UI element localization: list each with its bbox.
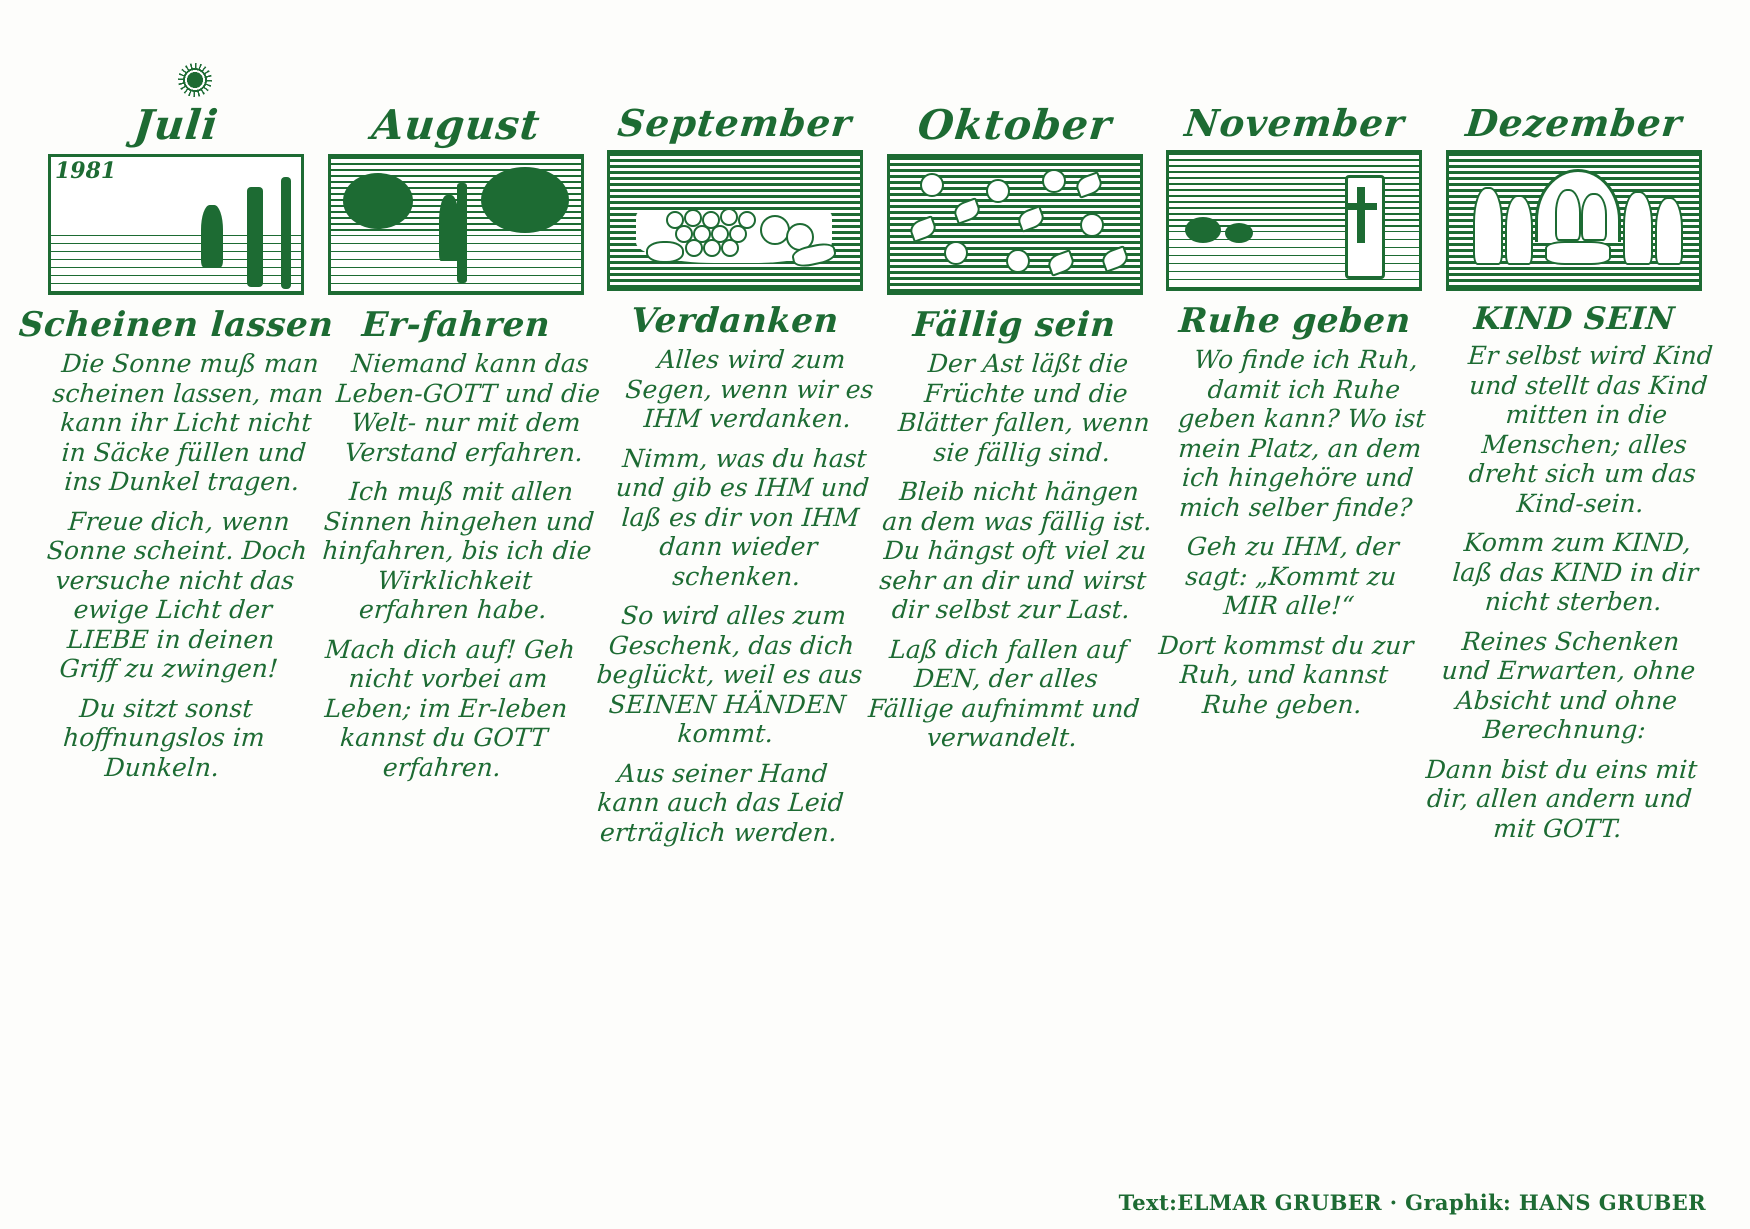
figure-person — [439, 195, 459, 261]
month-title-august: August — [369, 101, 543, 149]
verse-paragraph: Ich muß mit allen Sinnen hingehen und hinfahren, bis ich die Wirklichkeit erfahren habe. — [321, 477, 595, 624]
woodcut-juli — [48, 154, 304, 295]
verse-paragraph: Komm zum KIND, laß das KIND in dir nicht sterben. — [1451, 528, 1700, 616]
credit-line: Text:ELMAR GRUBER · Graphik: HANS GRUBER — [1118, 1190, 1706, 1215]
trunk-shape — [457, 183, 467, 283]
verse-paragraph: Dann bist du eins mit dir, allen andern und mit GOTT. — [1424, 754, 1699, 843]
apple — [944, 241, 968, 265]
apple — [1006, 249, 1030, 273]
verse-paragraph: Reines Schenken und Erwarten, ohne Absicht und ohne Berechnung: — [1440, 626, 1697, 744]
verse-paragraph: Wo finde ich Ruh, damit ich Ruhe geben kann? Wo ist mein Platz, an dem ich hingehöre und mich selber finde? — [1177, 345, 1427, 522]
vegetable — [646, 241, 684, 263]
verse-paragraph: Bleib nicht hängen an dem was fällig ist. Du hängst oft viel zu sehr an dir und wirst dir selbst zur Last. — [878, 477, 1153, 624]
figure-person — [1581, 193, 1607, 241]
verse-paragraph: Aus seiner Hand kann auch das Leid erträglich werden. — [596, 758, 845, 847]
month-title-oktober: Oktober — [915, 101, 1115, 149]
figure-person — [1473, 187, 1503, 265]
figure-person — [201, 205, 223, 267]
verse-paragraph: Niemand kann das Leben-GOTT und die Welt- nur mit dem Verstand erfahren. — [334, 349, 601, 467]
month-title-juli: Juli — [131, 101, 221, 149]
verse-paragraph: Nimm, was du hast und gib es IHM und laß es dir von IHM dann wieder schenken. — [615, 443, 871, 591]
woodcut-september — [607, 150, 863, 291]
verse-paragraph: Die Sonne muß man scheinen lassen, man kann ihr Licht nicht in Säcke füllen und ins Dunkel tragen. — [51, 349, 325, 496]
tree-shape — [343, 173, 413, 229]
verse-november — [1145, 345, 1443, 719]
figure-person — [1505, 195, 1533, 265]
verse-paragraph: Dort kommst du zur Ruh, und kannst Ruhe geben. — [1158, 630, 1415, 719]
month-title-wrap-juli — [131, 101, 221, 154]
woodcut-oktober — [887, 154, 1143, 295]
cross-vertical — [1357, 187, 1365, 243]
tree-shape — [481, 167, 569, 233]
verse-paragraph: Mach dich auf! Geh nicht vorbei am Leben; im Er-leben kannst du GOTT erfahren. — [323, 634, 576, 782]
apple — [920, 173, 944, 197]
post-shape — [247, 187, 263, 287]
sunflower-icon — [178, 63, 212, 97]
month-title-september: September — [616, 101, 855, 145]
headline-september: Verdanken — [629, 301, 841, 341]
verse-paragraph: Laß dich fallen auf DEN, der alles Fällige aufnimmt und verwandelt. — [867, 634, 1141, 752]
woodcut-dezember — [1446, 150, 1702, 291]
ground-hatching — [51, 235, 301, 292]
apple — [986, 179, 1010, 203]
verse-paragraph: Geh zu IHM, der sagt: „Kommt zu MIR alle!“ — [1184, 532, 1401, 620]
headline-august: Er-fahren — [360, 305, 552, 345]
month-column-september — [595, 101, 875, 847]
month-column-august — [320, 101, 601, 782]
headline-juli: Scheinen lassen — [17, 305, 335, 345]
shrine-shape — [1345, 175, 1385, 279]
stem-shape — [281, 177, 291, 289]
manger-shape — [1545, 241, 1611, 265]
apple — [1080, 213, 1104, 237]
figure-person — [1655, 197, 1683, 265]
month-columns — [17, 101, 1714, 847]
verse-paragraph: Der Ast läßt die Früchte und die Blätter fallen, wenn sie fällig sind. — [897, 349, 1151, 467]
verse-paragraph: Alles wird zum Segen, wenn wir es IHM verdanken. — [624, 345, 875, 433]
month-title-dezember: Dezember — [1463, 101, 1685, 145]
month-column-juli — [17, 101, 335, 782]
month-column-november — [1158, 101, 1430, 719]
verse-oktober — [865, 349, 1165, 753]
verse-paragraph: Er selbst wird Kind und stellt das Kind mitten in die Menschen; alles dreht sich um das Kind-sein. — [1467, 341, 1714, 518]
headline-dezember: KIND SEIN — [1472, 301, 1676, 337]
verse-dezember — [1420, 341, 1727, 843]
verse-paragraph: Du sitzt sonst hoffnungslos im Dunkeln. — [62, 693, 266, 782]
cross-horizontal — [1347, 203, 1377, 210]
verse-paragraph: Freue dich, wenn Sonne scheint. Doch versuche nicht das ewige Licht der LIEBE in deinen Griff zu zwingen! — [45, 506, 309, 683]
figure-person — [1555, 189, 1581, 241]
month-column-oktober — [867, 101, 1153, 753]
figure-person — [1623, 191, 1653, 265]
headline-november: Ruhe geben — [1177, 301, 1412, 341]
verse-juli — [25, 349, 327, 782]
month-column-dezember — [1424, 101, 1714, 843]
year-label: 1981 — [55, 158, 117, 184]
verse-september — [582, 345, 889, 847]
verse-august — [304, 349, 606, 782]
headline-oktober: Fällig sein — [912, 305, 1118, 345]
month-title-november: November — [1182, 101, 1407, 145]
woodcut-november — [1166, 150, 1422, 291]
woodcut-august — [328, 154, 584, 295]
apple — [1042, 169, 1066, 193]
verse-paragraph: So wird alles zum Geschenk, das dich beglückt, weil es aus SEINEN HÄNDEN kommt. — [595, 601, 864, 748]
